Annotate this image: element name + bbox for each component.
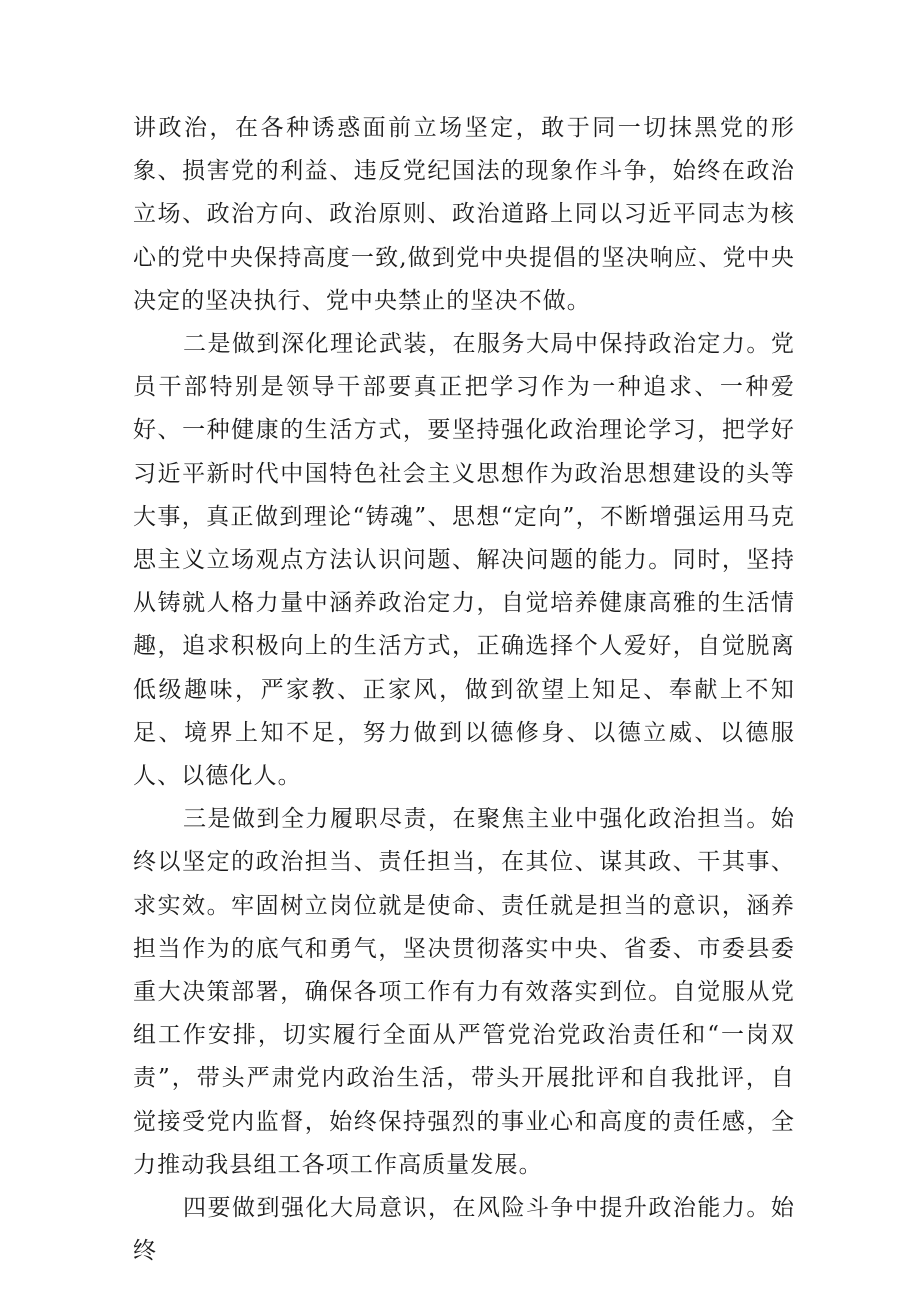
document-body xyxy=(133,107,795,1273)
paragraph-3: 三是做到全力履职尽责，在聚焦主业中强化政治担当。始终以坚定的政治担当、责任担当，在其位、谋其政、干其事、求实效。牢固树立岗位就是使命、责任就是担当的意识，涵养担当作为的底气和勇气，坚决贯彻落实中央、省委、市委县委重大决策部署，确保各项工作有力有效落实到位。自觉服从党组工作安排，切实履行全面从严管党治党政治责任和“一岗双责”，带头严肃党内政治生活，带头开展批评和自我批评，自觉接受党内监督，始终保持强烈的事业心和高度的责任感，全力推动我县组工各项工作高质量发展。 xyxy=(133,806,795,1178)
paragraph-4: 四要做到强化大局意识，在风险斗争中提升政治能力。始终 xyxy=(133,1195,795,1265)
paragraph-1: 讲政治，在各种诱惑面前立场坚定，敢于同一切抹黑党的形象、损害党的利益、违反党纪国法的现象作斗争，始终在政治立场、政治方向、政治原则、政治道路上同以习近平同志为核心的党中央保持高度一致,做到党中央提倡的坚决响应、党中央决定的坚决执行、党中央禁止的坚决不做。 xyxy=(133,115,795,314)
paragraph-2: 二是做到深化理论武装，在服务大局中保持政治定力。党员干部特别是领导干部要真正把学习作为一种追求、一种爱好、一种健康的生活方式，要坚持强化政治理论学习，把学好习近平新时代中国特色社会主义思想作为政治思想建设的头等大事，真正做到理论“铸魂”、思想“定向”，不断增强运用马克思主义立场观点方法认识问题、解决问题的能力。同时，坚持从铸就人格力量中涵养政治定力，自觉培养健康高雅的生活情趣，追求积极向上的生活方式，正确选择个人爱好，自觉脱离低级趣味，严家教、正家风，做到欲望上知足、奉献上不知足、境界上知不足，努力做到以德修身、以德立威、以德服人、以德化人。 xyxy=(133,331,795,790)
